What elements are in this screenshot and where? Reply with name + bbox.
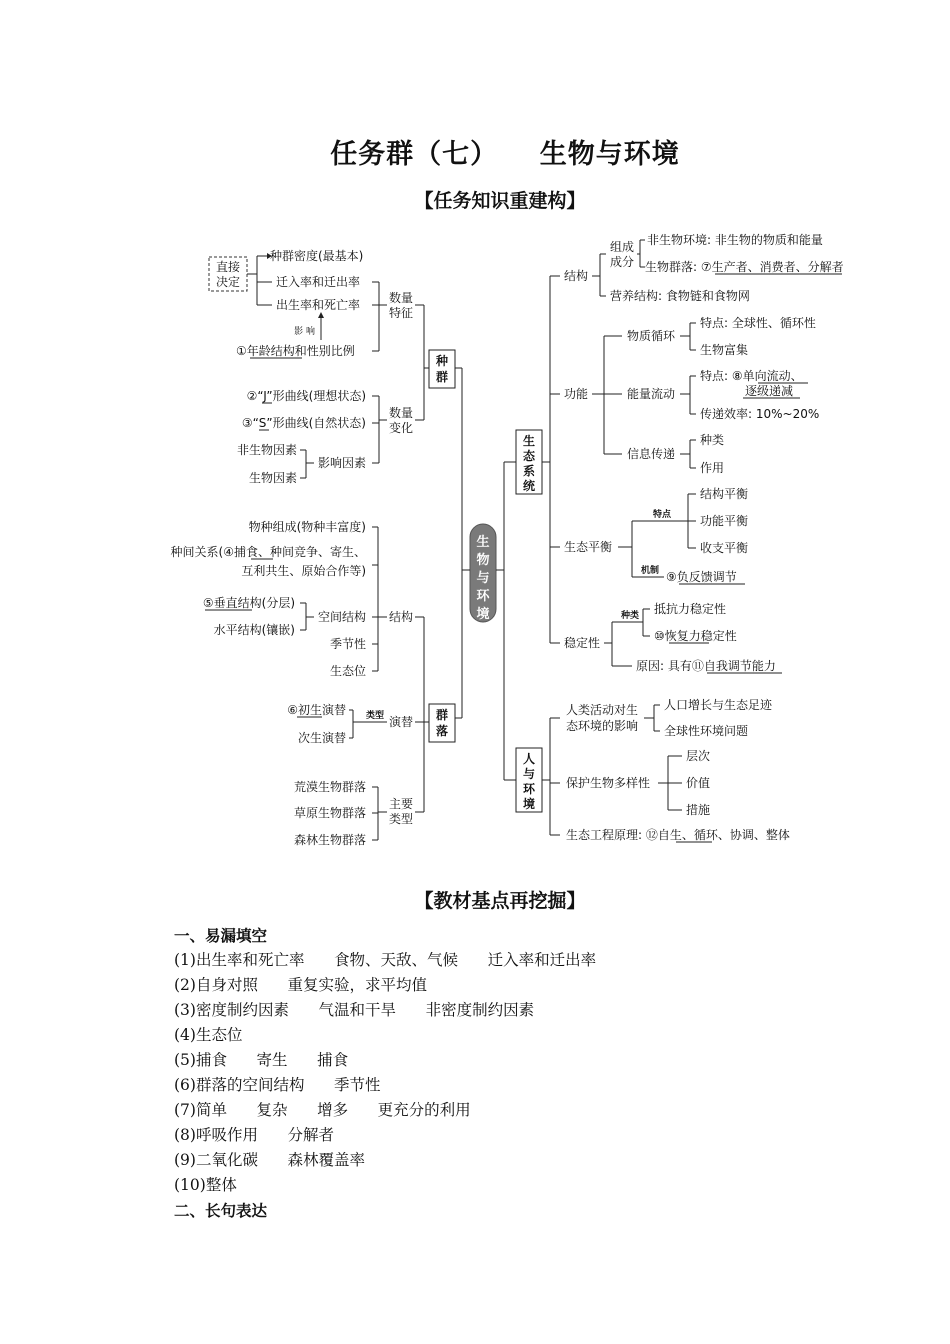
functional-balance-text: 功能平衡 xyxy=(700,514,749,528)
community-structure-label: 结构 xyxy=(388,610,414,624)
biocommunity-text: 生物群落: ⑦生产者、消费者、分解者 xyxy=(645,260,844,274)
vertical-structure-text: ⑤垂直结构(分层) xyxy=(202,596,295,610)
section-2-heading: 二、长句表达 xyxy=(174,1201,268,1220)
section-1-heading: 一、易漏填空 xyxy=(174,926,268,945)
secondary-succession-text: 次生演替 xyxy=(297,731,346,745)
matter-cycle-feature-text: 特点: 全球性、循环性 xyxy=(700,316,816,330)
energy-flow-text: 能量流动 xyxy=(627,387,676,401)
interspecies-text-2: 互利共生、原始合作等) xyxy=(241,564,366,578)
spatial-structure-text: 空间结构 xyxy=(317,610,366,624)
stability-label: 稳定性 xyxy=(564,636,601,650)
seasonal-text: 季节性 xyxy=(329,637,366,651)
recovery-stability-text: ⑩恢复力稳定性 xyxy=(654,629,737,643)
human-impact-text: 人类活动对生 xyxy=(566,703,639,717)
section-heading-basics: 【教材基点再挖掘】 xyxy=(414,890,586,912)
energy-flow-feature-text: 特点: ⑧单向流动、 xyxy=(700,369,803,383)
niche-text: 生态位 xyxy=(329,664,366,678)
mechanism-label: 机制 xyxy=(640,566,660,576)
direct-decide-label: 直接 xyxy=(215,260,241,274)
grassland-community-text: 草原生物群落 xyxy=(293,806,366,820)
biodiversity-measures-text: 措施 xyxy=(686,803,711,817)
birth-death-text: 出生率和死亡率 xyxy=(276,298,361,312)
forest-community-text: 森林生物群落 xyxy=(293,833,366,847)
eco-engineering-text: 生态工程原理: ⑫自生、循环、协调、整体 xyxy=(566,828,790,842)
negative-feedback-text: ⑨负反馈调节 xyxy=(666,570,737,584)
human-env-label: 环 xyxy=(522,782,536,796)
age-sex-text: ①年龄结构和性别比例 xyxy=(236,344,355,358)
components-label: 组成 xyxy=(610,240,635,254)
hub-char: 与 xyxy=(476,571,490,586)
species-composition-text: 物种组成(物种丰富度) xyxy=(248,520,366,534)
hub-char: 境 xyxy=(476,607,490,622)
density-text: 种群密度(最基本) xyxy=(270,249,364,263)
answer-line: (8)呼吸作用 分解者 xyxy=(174,1126,335,1144)
human-env-label: 人 xyxy=(522,752,536,766)
answer-line: (5)捕食 寄生 捕食 xyxy=(174,1051,349,1069)
quantity-change-label: 变化 xyxy=(388,421,414,435)
answer-line: (3)密度制约因素 气温和干旱 非密度制约因素 xyxy=(174,1001,535,1019)
desert-community-text: 荒漠生物群落 xyxy=(293,780,366,794)
abiotic-environment-text: 非生物环境: 非生物的物质和能量 xyxy=(647,233,823,247)
info-transfer-text: 信息传递 xyxy=(627,447,676,461)
stability-cause-text: 原因: 具有⑪自我调节能力 xyxy=(636,659,776,673)
global-issues-text: 全球性环境问题 xyxy=(664,724,749,738)
ecosystem-label: 系 xyxy=(522,464,536,478)
bio-enrichment-text: 生物富集 xyxy=(700,343,749,357)
population-label: 种 xyxy=(435,354,449,368)
hub-char: 环 xyxy=(476,589,490,604)
quantity-change-label: 数量 xyxy=(388,406,414,420)
direct-decide-label: 决定 xyxy=(215,275,241,289)
human-env-label: 境 xyxy=(522,797,536,811)
info-kinds-text: 种类 xyxy=(700,433,725,447)
main-types-label: 类型 xyxy=(388,812,414,826)
info-effect-text: 作用 xyxy=(700,461,725,475)
s-curve-text: ③“S”形曲线(自然状态) xyxy=(241,416,366,430)
ecosystem-label: 生 xyxy=(522,434,536,448)
factors-text: 影响因素 xyxy=(317,456,366,470)
answer-line: (7)简单 复杂 增多 更充分的利用 xyxy=(174,1101,471,1119)
succession-label: 演替 xyxy=(388,715,414,729)
basics-section xyxy=(174,923,824,1223)
function-label: 功能 xyxy=(564,387,589,401)
biodiversity-levels-text: 层次 xyxy=(686,749,711,763)
answer-line: (1)出生率和死亡率 食物、天敌、气候 迁入率和迁出率 xyxy=(174,951,597,969)
population-label: 群 xyxy=(435,370,449,384)
page-title: 任务群（七） 生物与环境 xyxy=(330,139,680,170)
j-curve-text: ②“J”形曲线(理想状态) xyxy=(246,389,366,403)
stability-kinds-label: 种类 xyxy=(620,611,640,621)
energy-flow-feature-text-2: 逐级递减 xyxy=(745,384,794,398)
answer-line: (10)整体 xyxy=(174,1176,237,1194)
eco-balance-label: 生态平衡 xyxy=(564,540,613,554)
biodiversity-text: 保护生物多样性 xyxy=(566,776,651,790)
resistance-stability-text: 抵抗力稳定性 xyxy=(654,602,727,616)
biodiversity-value-text: 价值 xyxy=(686,776,711,790)
hub-char: 生 xyxy=(476,535,490,550)
biotic-text: 生物因素 xyxy=(248,471,297,485)
influence-label: 影 响 xyxy=(294,327,315,337)
population-growth-text: 人口增长与生态足迹 xyxy=(664,698,773,712)
human-env-label: 与 xyxy=(522,767,536,781)
answer-line: (9)二氧化碳 森林覆盖率 xyxy=(174,1151,366,1169)
answer-line: (2)自身对照 重复实验，求平均值 xyxy=(174,976,428,994)
interspecies-text: 种间关系(④捕食、种间竞争、寄生、 xyxy=(170,545,366,559)
community-label: 群 xyxy=(435,708,449,722)
community-label: 落 xyxy=(435,724,449,738)
nutrition-structure-text: 营养结构: 食物链和食物网 xyxy=(610,289,750,303)
migration-text: 迁入率和迁出率 xyxy=(276,275,361,289)
ecosystem-label: 态 xyxy=(522,449,536,463)
horizontal-structure-text: 水平结构(镶嵌) xyxy=(213,623,295,637)
section-heading-map: 【任务知识重建构】 xyxy=(414,190,586,212)
answer-line: (6)群落的空间结构 季节性 xyxy=(174,1076,381,1094)
hub-char: 物 xyxy=(476,553,490,568)
quantity-features-label: 特征 xyxy=(388,306,414,320)
structural-balance-text: 结构平衡 xyxy=(700,487,749,501)
answer-line: (4)生态位 xyxy=(174,1026,243,1044)
human-impact-text: 态环境的影响 xyxy=(566,719,639,733)
types-label: 类型 xyxy=(365,711,385,721)
ecosystem-label: 统 xyxy=(522,479,536,493)
main-types-label: 主要 xyxy=(388,797,414,811)
transfer-efficiency-text: 传递效率: 10%~20% xyxy=(700,407,820,421)
budget-balance-text: 收支平衡 xyxy=(700,541,749,555)
ecosystem-structure-label: 结构 xyxy=(564,269,589,283)
abiotic-text: 非生物因素 xyxy=(236,443,297,457)
primary-succession-text: ⑥初生演替 xyxy=(287,703,346,717)
matter-cycle-text: 物质循环 xyxy=(627,329,676,343)
quantity-features-label: 数量 xyxy=(388,291,414,305)
components-label: 成分 xyxy=(610,255,635,269)
features-label: 特点 xyxy=(652,510,672,520)
